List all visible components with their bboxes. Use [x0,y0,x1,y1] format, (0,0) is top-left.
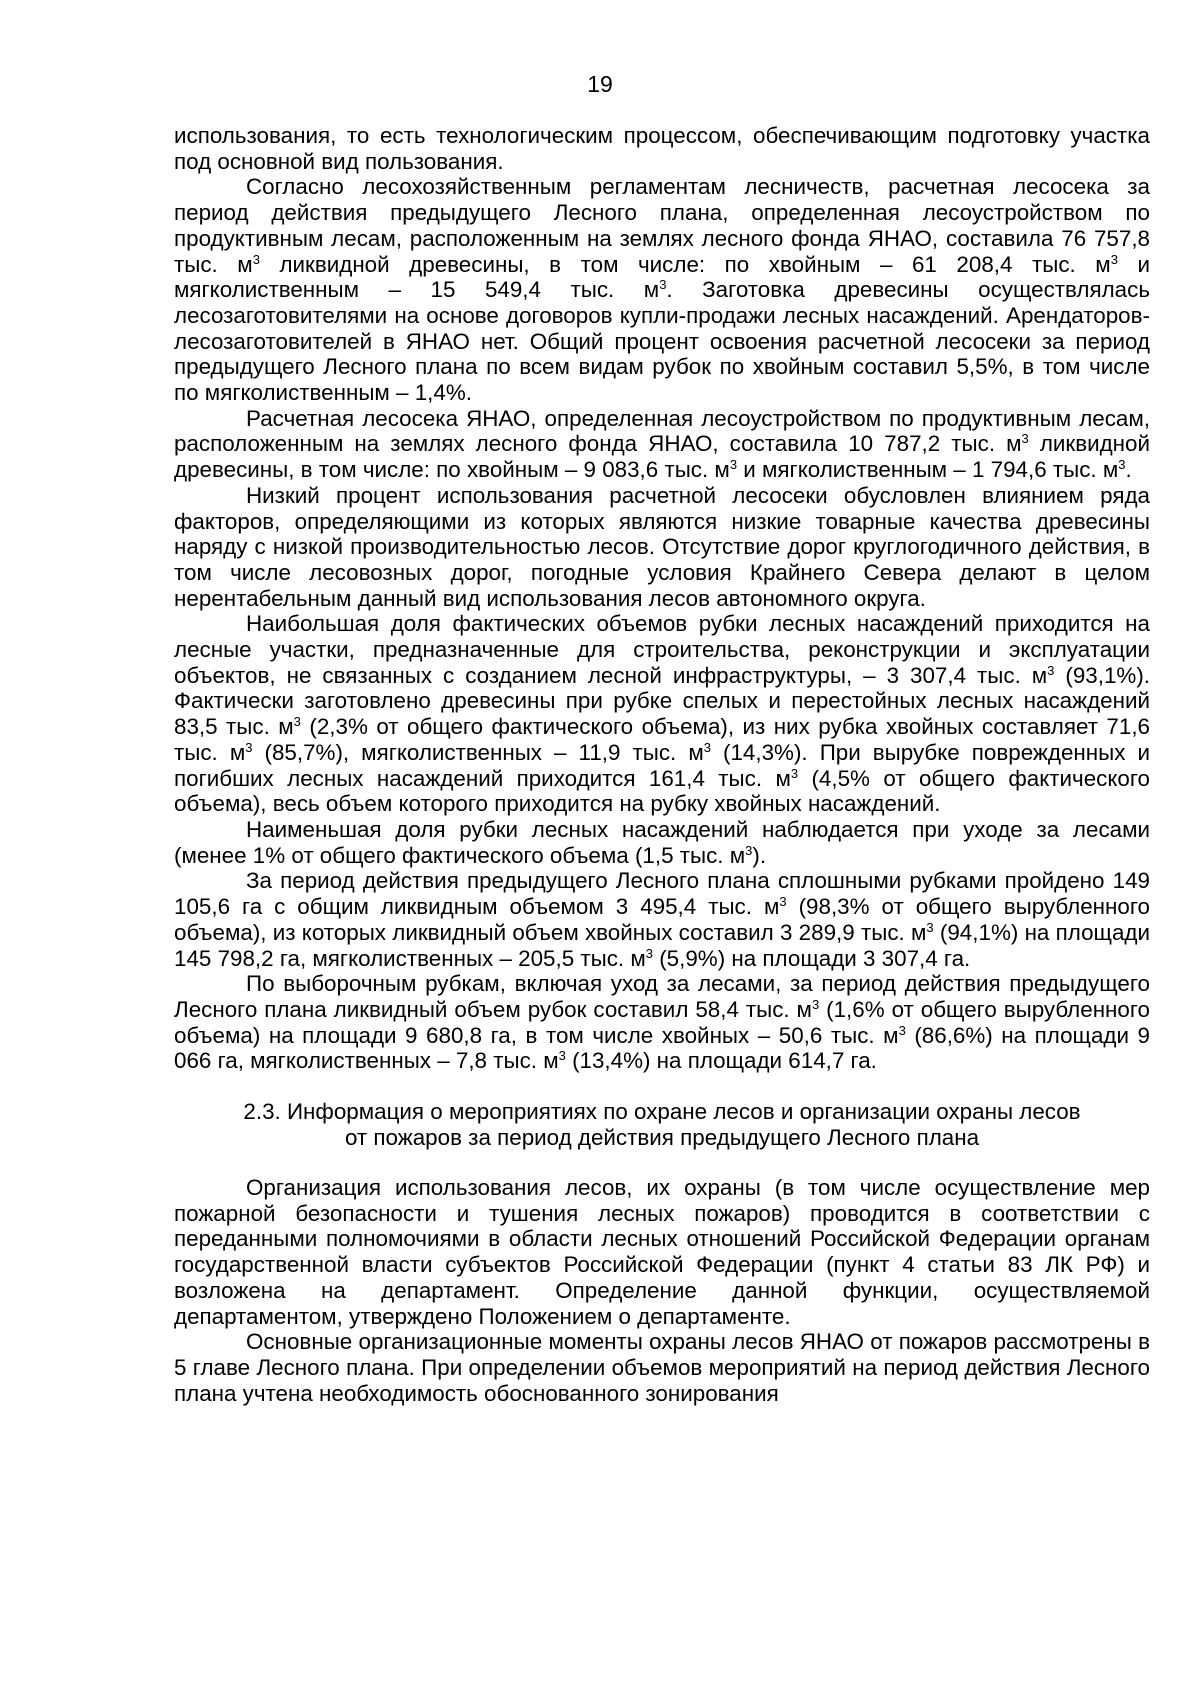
superscript: 3 [645,945,653,961]
section-heading-line-2: от пожаров за период действия предыдущего Лесного плана [344,1125,980,1151]
paragraph-7: За период действия предыдущего Лесного плана сплошными рубками пройдено 149 105,6 га с общим ликвидным объемом 3 495,4 тыс. $м^3$ (98,3% от общего вырубленного объема), из которых ликвидный объем хвойных составил 3 289,9 тыс. $м^3$ (94,1%) на площади 145 798,2 га, мягколиственных – 205,5 тыс. $м^3$ (5,9%) на площади 3 307,4 га. [174,868,1150,971]
superscript: 3 [703,739,711,755]
paragraph-4: Низкий процент использования расчетной лесосеки обусловлен влиянием ряда факторов, определяющими из которых являются низкие товарные качества древесины наряду с низкой производительностью лесов. Отсутствие дорог круглогодичного действия, в том числе лесовозных дорог, погодные условия Крайнего Севера делают в целом нерентабельным данный вид использования лесов автономного округа. [174,482,1150,611]
paragraph-8: По выборочным рубкам, включая уход за лесами, за период действия предыдущего Лесного плана ликвидный объем рубок составил 58,4 тыс. $м^3$ (1,6% от общего вырубленного объема) на площади 9 680,8 га, в том числе хвойных – 50,6 тыс. $м^3$ (86,6%) на площади 9 066 га, мягколиственных – 7,8 тыс. $м^3$ (13,4%) на площади 614,7 га. [174,971,1150,1074]
page-content [174,123,1150,1406]
page-number: 19 [587,71,613,97]
superscript: 3 [558,1048,566,1064]
section-heading [174,1099,1150,1151]
superscript: 3 [790,765,799,781]
superscript: 3 [779,894,787,910]
superscript: 3 [252,251,260,267]
superscript: 3 [293,714,301,730]
superscript: 3 [926,919,934,935]
paragraph-10: Основные организационные моменты охраны лесов ЯНАО от пожаров рассмотрены в 5 главе Лесного плана. При определении объемов мероприятий на период действия Лесного плана учтена необходимость обоснованного зонирования [174,1329,1150,1406]
superscript: 3 [729,457,738,473]
section-heading-line-1: 2.3. Информация о мероприятиях по охране лесов и организации охраны лесов [243,1099,1081,1125]
superscript: 3 [659,277,667,293]
paragraph-1: использования, то есть технологическим процессом, обеспечивающим подготовку участка под основной вид пользования. [174,123,1150,174]
superscript: 3 [245,739,253,755]
superscript: 3 [1118,457,1126,473]
superscript: 3 [745,842,753,858]
paragraph-2: Согласно лесохозяйственным регламентам лесничеств, расчетная лесосека за период действия предыдущего Лесного плана, определенная лесоустройством по продуктивным лесам, расположенным на землях лесного фонда ЯНАО, составила 76 757,8 тыс. $м^3$ ликвидной древесины, в том числе: по хвойным – 61 208,4 тыс. $м^3$ и мягколиственным – 15 549,4 тыс. $м^3$. Заготовка древесины осуществлялась лесозаготовителями на основе договоров купли-продажи лесных насаждений. Арендаторов-лесозаготовителей в ЯНАО нет. Общий процент освоения расчетной лесосеки за период предыдущего Лесного плана по всем видам рубок по хвойным составил 5,5%, в том числе по мягколиственным – 1,4%. [174,174,1150,406]
superscript: 3 [1021,431,1029,447]
superscript: 3 [898,1022,906,1038]
paragraph-6: Наименьшая доля рубки лесных насаждений наблюдается при уходе за лесами (менее 1% от общего фактического объема (1,5 тыс. $м^3$). [174,816,1150,868]
superscript: 3 [811,996,820,1012]
paragraph-9: Организация использования лесов, их охраны (в том числе осуществление мер пожарной безопасности и тушения лесных пожаров) проводится в соответствии с переданными полномочиями в области лесных отношений Российской Федерации органам государственной власти субъектов Российской Федерации (пункт 4 статьи 83 ЛК РФ) и возложена на департамент. Определение данной функции, осуществляемой департаментом, утверждено Положением о департаменте. [174,1175,1150,1329]
paragraph-3: Расчетная лесосека ЯНАО, определенная лесоустройством по продуктивным лесам, расположенным на землях лесного фонда ЯНАО, составила 10 787,2 тыс. $м^3$ ликвидной древесины, в том числе: по хвойным – 9 083,6 тыс. $м^3$ и мягколиственным – 1 794,6 тыс. $м^3$. [174,405,1150,483]
paragraph-5: Наибольшая доля фактических объемов рубки лесных насаждений приходится на лесные участки, предназначенные для строительства, реконструкции и эксплуатации объектов, не связанных с созданием лесной инфраструктуры, – 3 307,4 тыс. $м^3$ (93,1%). Фактически заготовлено древесины при рубке спелых и перестойных лесных насаждений 83,5 тыс. $м^3$ (2,3% от общего фактического объема), из них рубка хвойных составляет 71,6 тыс. $м^3$ (85,7%), мягколиственных – 11,9 тыс. $м^3$ (14,3%). При вырубке поврежденных и погибших лесных насаждений приходится 161,4 тыс. $м^3$ (4,5% от общего фактического объема), весь объем которого приходится на рубку хвойных насаждений. [174,611,1151,817]
superscript: 3 [1047,662,1055,678]
superscript: 3 [1110,251,1118,267]
